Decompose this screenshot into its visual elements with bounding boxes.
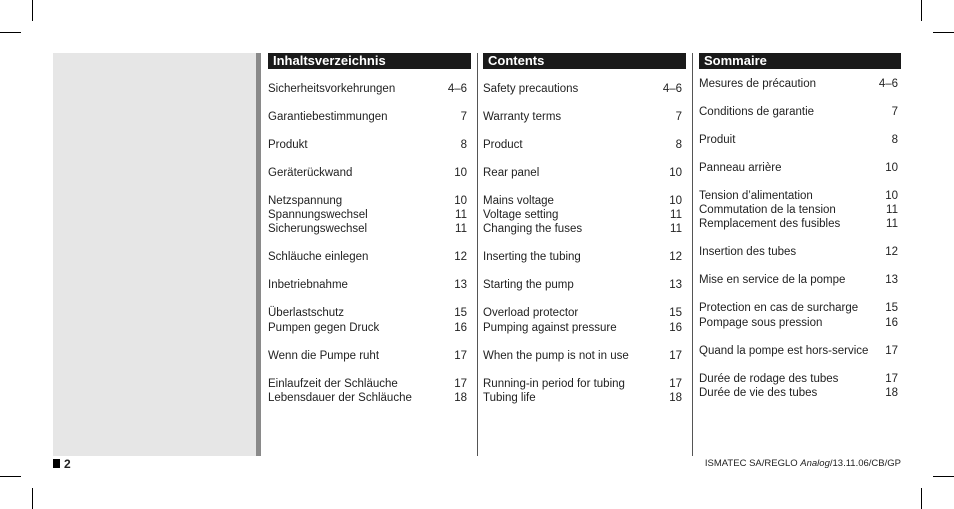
toc-entry-page: 18 xyxy=(885,386,898,399)
toc-entry-label: Starting the pump xyxy=(483,279,574,292)
left-accent-bar xyxy=(256,53,261,456)
toc-entry xyxy=(268,278,471,292)
toc-entry-page: 13 xyxy=(885,274,898,287)
toc-entry-label: Produkt xyxy=(268,139,308,151)
toc-entry xyxy=(268,82,471,96)
toc-entry-page: 10 xyxy=(669,195,682,207)
toc-entry xyxy=(268,377,471,391)
toc-header-fr: Sommaire xyxy=(699,53,901,69)
toc-entry xyxy=(268,349,471,363)
toc-entry-label: Running-in period for tubing xyxy=(483,377,625,390)
page-marker-square xyxy=(53,459,60,468)
toc-entry-page: 8 xyxy=(460,139,467,151)
toc-entry-page: 4–6 xyxy=(447,83,467,95)
toc-entry-label: Durée de vie des tubes xyxy=(699,386,818,399)
toc-entry xyxy=(483,208,686,222)
toc-entry-page: 10 xyxy=(454,195,467,207)
toc-entry xyxy=(268,222,471,236)
toc-entry-label: Warranty terms xyxy=(483,111,562,123)
toc-entry xyxy=(699,217,901,231)
crop-mark xyxy=(32,488,33,509)
toc-entry xyxy=(699,316,901,330)
toc-entry xyxy=(699,344,901,358)
toc-entry xyxy=(483,138,686,152)
toc-entry-page: 17 xyxy=(885,372,898,385)
toc-entry-label: Überlastschutz xyxy=(268,307,345,320)
toc-entry xyxy=(483,250,686,264)
toc-entry-page: 12 xyxy=(669,251,682,264)
toc-entry xyxy=(699,133,901,147)
column-divider xyxy=(477,53,478,456)
toc-entry-page: 10 xyxy=(454,167,467,179)
toc-entry-page: 11 xyxy=(670,223,682,236)
toc-entry-label: Garantiebestimmungen xyxy=(268,111,388,123)
toc-entry xyxy=(268,166,471,180)
toc-entry-page: 10 xyxy=(669,167,682,179)
toc-entry xyxy=(483,349,686,363)
toc-entry-label: Sicherungswechsel xyxy=(268,223,368,236)
toc-entry xyxy=(483,306,686,320)
toc-entry xyxy=(268,194,471,208)
toc-entry-label: Inbetriebnahme xyxy=(268,279,348,292)
toc-entry xyxy=(699,77,901,91)
toc-entry-label: Wenn die Pumpe ruht xyxy=(268,349,380,362)
toc-entry-label: Produit xyxy=(699,134,736,146)
toc-entry-label: Conditions de garantie xyxy=(699,106,815,118)
footer-model: Analog xyxy=(800,458,830,469)
toc-entry xyxy=(483,321,686,335)
toc-entry-page: 15 xyxy=(454,307,467,320)
toc-entry xyxy=(699,386,901,400)
toc-entry-label: Commutation de la tension xyxy=(699,204,836,217)
toc-entry-label: Durée de rodage des tubes xyxy=(699,372,839,385)
toc-entry-label: Safety precautions xyxy=(483,83,579,95)
toc-entry xyxy=(699,203,901,217)
toc-entry-page: 15 xyxy=(669,307,682,320)
toc-entry-label: Rear panel xyxy=(483,167,540,179)
toc-entry xyxy=(483,391,686,405)
page-number: 2 xyxy=(64,457,71,471)
toc-entry-label: Geräterückwand xyxy=(268,167,353,179)
toc-entry-label: Sicherheitsvorkehrungen xyxy=(268,83,396,95)
toc-entry xyxy=(699,105,901,119)
toc-entry-label: Product xyxy=(483,139,523,151)
toc-entry xyxy=(483,166,686,180)
crop-mark xyxy=(921,488,922,509)
toc-entry-page: 17 xyxy=(669,349,682,362)
toc-entry-label: Pumpen gegen Druck xyxy=(268,321,380,334)
toc-entry-label: Protection en cas de surcharge xyxy=(699,302,859,315)
toc-entry-page: 11 xyxy=(886,204,898,217)
left-gray-panel xyxy=(53,53,256,456)
toc-entry-label: Spannungswechsel xyxy=(268,209,368,222)
toc-entry xyxy=(699,189,901,203)
toc-entry-page: 10 xyxy=(885,162,898,174)
toc-entry xyxy=(268,208,471,222)
toc-entry-page: 11 xyxy=(886,218,898,231)
column-divider xyxy=(692,53,693,456)
toc-entry xyxy=(699,301,901,315)
toc-entry-page: 11 xyxy=(455,209,467,222)
footer-imprint xyxy=(705,458,901,469)
toc-entry xyxy=(483,82,686,96)
crop-mark xyxy=(0,476,21,477)
toc-entry-label: Quand la pompe est hors-service xyxy=(699,344,869,357)
toc-entry-label: When the pump is not in use xyxy=(483,349,629,362)
toc-entry-label: Lebensdauer der Schläuche xyxy=(268,391,412,404)
toc-entry xyxy=(483,194,686,208)
toc-entry-label: Pompage sous pression xyxy=(699,316,823,329)
toc-entry-page: 17 xyxy=(454,377,467,390)
toc-entry-label: Changing the fuses xyxy=(483,223,583,236)
crop-mark xyxy=(32,0,33,21)
crop-mark xyxy=(933,32,954,33)
toc-entry-page: 10 xyxy=(885,190,898,202)
crop-mark xyxy=(921,0,922,21)
toc-entry xyxy=(268,306,471,320)
toc-entry xyxy=(483,278,686,292)
toc-entry-page: 7 xyxy=(460,111,467,123)
toc-entry-page: 4–6 xyxy=(662,83,682,95)
toc-entry-page: 17 xyxy=(669,377,682,390)
toc-entry xyxy=(483,222,686,236)
toc-entry xyxy=(699,273,901,287)
toc-entry xyxy=(699,372,901,386)
toc-entry-label: Insertion des tubes xyxy=(699,246,797,259)
toc-header-en: Contents xyxy=(483,53,686,69)
toc-entry-label: Overload protector xyxy=(483,307,579,320)
toc-entry-label: Mise en service de la pompe xyxy=(699,274,846,287)
toc-entry xyxy=(483,377,686,391)
toc-entry-page: 13 xyxy=(454,279,467,292)
footer-suffix: /13.11.06/CB/GP xyxy=(829,458,901,469)
toc-entry-page: 17 xyxy=(885,344,898,357)
toc-entry-page: 8 xyxy=(891,134,898,146)
toc-entry xyxy=(268,391,471,405)
toc-entry xyxy=(268,321,471,335)
toc-entry xyxy=(268,250,471,264)
toc-entry-label: Tubing life xyxy=(483,391,536,404)
toc-entry-label: Einlaufzeit der Schläuche xyxy=(268,377,398,390)
toc-entry xyxy=(483,110,686,124)
toc-entry-label: Schläuche einlegen xyxy=(268,251,369,264)
toc-entry-label: Pumping against pressure xyxy=(483,321,617,334)
toc-entry-page: 18 xyxy=(454,391,467,404)
toc-entry-label: Remplacement des fusibles xyxy=(699,218,841,231)
toc-entry-page: 17 xyxy=(454,349,467,362)
toc-entry-page: 8 xyxy=(675,139,682,151)
toc-entry xyxy=(699,245,901,259)
toc-entry-label: Mesures de précaution xyxy=(699,78,816,90)
crop-mark xyxy=(933,476,954,477)
toc-entry-label: Tension d’alimentation xyxy=(699,190,813,202)
crop-mark xyxy=(0,32,21,33)
toc-entry xyxy=(699,161,901,175)
toc-entry-page: 13 xyxy=(669,279,682,292)
toc-entry-page: 12 xyxy=(454,251,467,264)
toc-entry-page: 16 xyxy=(885,316,898,329)
toc-entry-page: 11 xyxy=(455,223,467,236)
toc-entry-page: 12 xyxy=(885,246,898,259)
toc-entry-label: Mains voltage xyxy=(483,195,554,207)
toc-entry-page: 18 xyxy=(669,391,682,404)
toc-entry-label: Voltage setting xyxy=(483,209,559,222)
toc-header-de: Inhaltsverzeichnis xyxy=(268,53,471,69)
footer-company: ISMATEC SA/REGLO xyxy=(704,458,801,469)
toc-entry-label: Panneau arrière xyxy=(699,162,782,174)
toc-entry-page: 7 xyxy=(891,106,898,118)
toc-entry xyxy=(268,138,471,152)
toc-entry-label: Netzspannung xyxy=(268,195,343,207)
toc-entry xyxy=(268,110,471,124)
toc-entry-page: 16 xyxy=(669,321,682,334)
toc-entry-page: 4–6 xyxy=(878,78,898,90)
toc-entry-page: 11 xyxy=(670,209,682,222)
toc-entry-page: 7 xyxy=(675,111,682,123)
toc-entry-page: 15 xyxy=(885,302,898,315)
toc-entry-page: 16 xyxy=(454,321,467,334)
toc-entry-label: Inserting the tubing xyxy=(483,251,581,264)
